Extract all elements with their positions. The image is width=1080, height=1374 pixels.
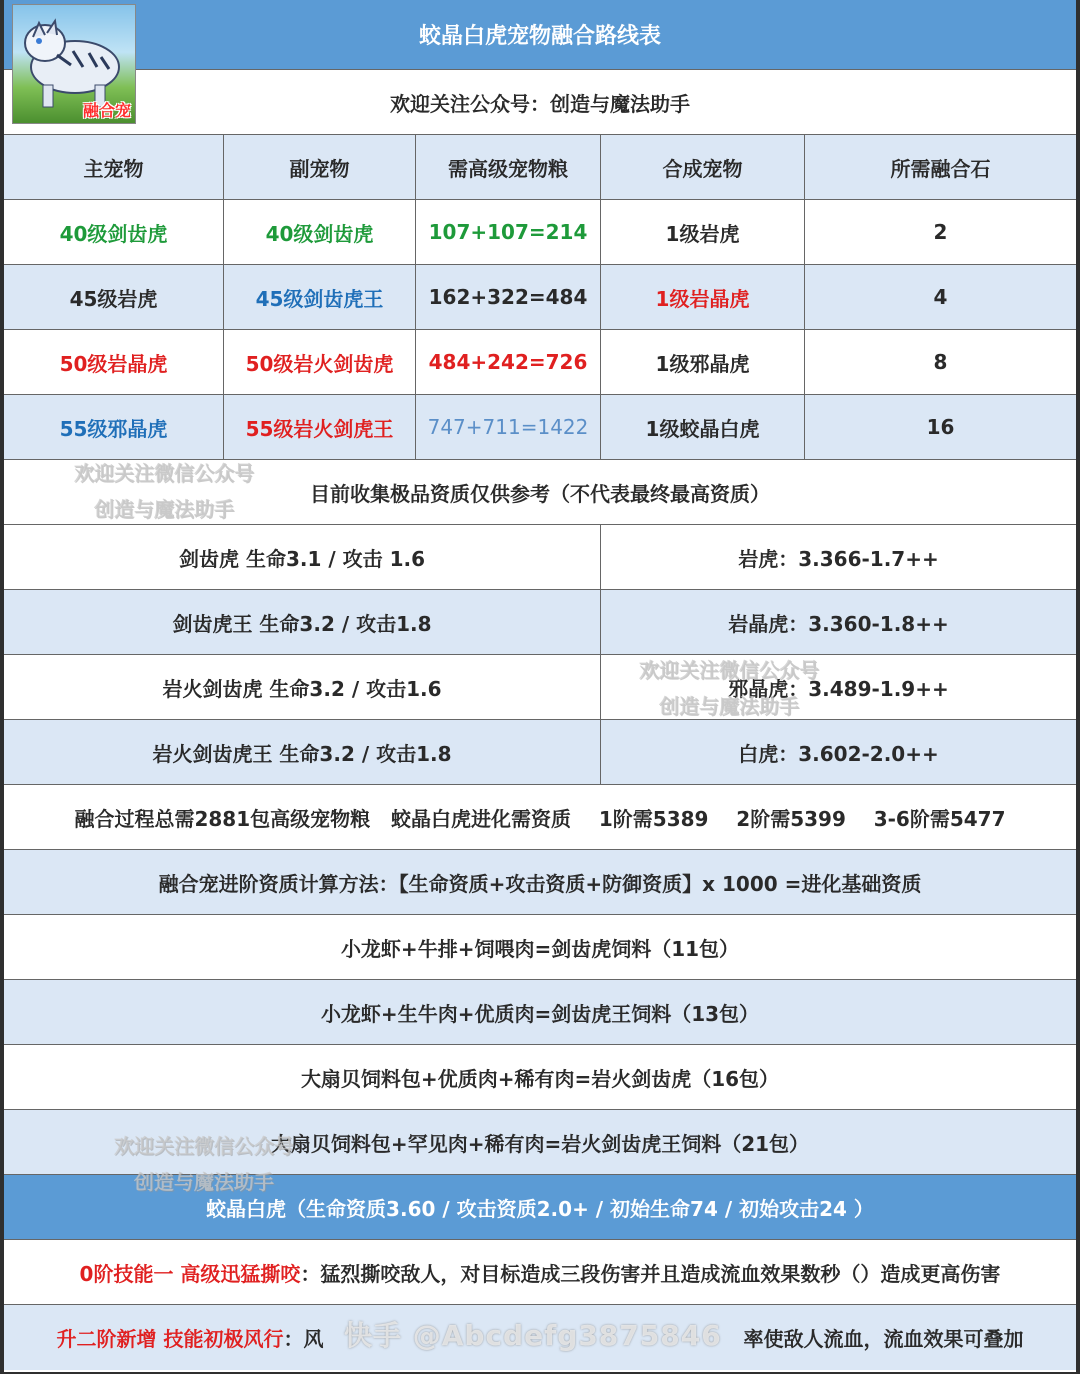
result-pet-cell: 1级邪晶虎: [601, 330, 805, 394]
base-pet-quality: 剑齿虎王 生命3.2 / 攻击1.8: [4, 590, 601, 654]
table-row: [4, 330, 1076, 395]
main-pet-cell: 50级岩晶虎: [4, 330, 224, 394]
logo-label: 融合宠: [82, 101, 131, 120]
final-pet-banner-row: [4, 1175, 1076, 1240]
result-pet-cell: 1级岩虎: [601, 200, 805, 264]
recipe-row: [4, 915, 1076, 980]
quality-row: [4, 590, 1076, 655]
base-pet-quality: 岩火剑齿虎 生命3.2 / 攻击1.6: [4, 655, 601, 719]
skill-two-description-tail: 率使敌人流血，流血效果可叠加: [743, 1327, 1024, 1351]
feed-cell: 484+242=726: [416, 330, 601, 394]
feed-cell: 747+711=1422: [416, 395, 601, 459]
page-title: 蛟晶白虎宠物融合路线表: [418, 24, 661, 49]
skill-row: [4, 1240, 1076, 1305]
skill-one: [4, 1240, 1076, 1304]
main-pet-cell: 55级邪晶虎: [4, 395, 224, 459]
feed-cell: 107+107=214: [416, 200, 601, 264]
table-header-row: [4, 135, 1076, 200]
result-pet-cell: 1级岩晶虎: [601, 265, 805, 329]
recipe: 小龙虾+牛排+饲喂肉=剑齿虎饲料（11包）: [340, 936, 740, 961]
stones-cell: 8: [933, 350, 948, 374]
quality-note-row: [4, 460, 1076, 525]
fused-pet-quality: 邪晶虎：3.489-1.9++: [728, 676, 949, 701]
base-pet-quality: 剑齿虎 生命3.1 / 攻击 1.6: [4, 525, 601, 589]
sub-pet-cell: 55级岩火剑虎王: [224, 395, 416, 459]
column-header-main-pet: 主宠物: [4, 135, 224, 199]
final-pet-banner: 蛟晶白虎（生命资质3.60 / 攻击资质2.0+ / 初始生命74 / 初始攻击24 ）: [206, 1196, 874, 1221]
column-header-result-pet: 合成宠物: [601, 135, 805, 199]
column-header-stones: 所需融合石: [890, 156, 991, 181]
fused-pet-quality: 岩晶虎：3.360-1.8++: [728, 611, 949, 636]
skill-one-name: 0阶技能一 高级迅猛撕咬: [79, 1261, 301, 1286]
watermark: 欢迎关注微信公众号 创造与魔法助手: [639, 658, 819, 718]
stones-cell: 4: [933, 285, 948, 309]
recipe-row: [4, 980, 1076, 1045]
stones-cell: 16: [926, 415, 955, 439]
sub-pet-cell: 50级岩火剑齿虎: [224, 330, 416, 394]
quality-row: [4, 525, 1076, 590]
quality-note: 目前收集极品资质仅供参考（不代表最终最高资质）: [310, 481, 770, 506]
recipe-row: [4, 1045, 1076, 1110]
sub-pet-cell: 45级剑齿虎王: [224, 265, 416, 329]
sub-pet-cell: 40级剑齿虎: [224, 200, 416, 264]
total-feed-row: [4, 785, 1076, 850]
recipe: 大扇贝饲料包+罕见肉+稀有肉=岩火剑齿虎王饲料（21包）: [270, 1131, 810, 1156]
base-pet-quality: 岩火剑齿虎王 生命3.2 / 攻击1.8: [4, 720, 601, 784]
stones-cell: 2: [933, 220, 948, 244]
recipe-row: [4, 1110, 1076, 1175]
table-row: [4, 200, 1076, 265]
skill-two-description: ：风: [283, 1327, 324, 1351]
subtitle: 欢迎关注公众号：创造与魔法助手: [390, 91, 690, 116]
watermark: 欢迎关注微信公众号 创造与魔法助手: [74, 461, 254, 521]
watermark: 欢迎关注微信公众号 创造与魔法助手: [114, 1134, 294, 1194]
quality-row: [4, 720, 1076, 785]
total-feed-info: 融合过程总需2881包高级宠物粮 蛟晶白虎进化需资质 1阶需5389 2阶需5399 3-6阶需5477: [74, 806, 1006, 831]
recipe: 大扇贝饲料包+优质肉+稀有肉=岩火剑齿虎（16包）: [300, 1066, 780, 1091]
fused-pet-quality: 白虎：3.602-2.0++: [738, 741, 939, 766]
main-pet-cell: 45级岩虎: [4, 265, 224, 329]
column-header-feed: 需高级宠物粮: [416, 135, 601, 199]
skill-one-description: ：猛烈撕咬敌人，对目标造成三段伤害并且造成流血效果数秒（）造成更高伤害: [300, 1261, 1001, 1286]
title-row: [4, 0, 1076, 70]
table-row: [4, 395, 1076, 460]
column-header-sub-pet: 副宠物: [224, 135, 416, 199]
platform-watermark: 快手 @Abcdefg3875846: [344, 1319, 722, 1352]
formula-row: [4, 850, 1076, 915]
recipe: 小龙虾+生牛肉+优质肉=剑齿虎王饲料（13包）: [320, 1001, 760, 1026]
pet-logo-image: [12, 4, 136, 124]
subtitle-row: [4, 70, 1076, 135]
quality-row: [4, 655, 1076, 720]
quality-formula: 融合宠进阶资质计算方法：【生命资质+攻击资质+防御资质】x 1000 =进化基础资质: [158, 871, 922, 896]
skill-two-name: 升二阶新增 技能初极风行: [56, 1327, 284, 1351]
fused-pet-quality: 岩虎：3.366-1.7++: [738, 546, 939, 571]
result-pet-cell: 1级蛟晶白虎: [601, 395, 805, 459]
table-row: [4, 265, 1076, 330]
feed-cell: 162+322=484: [416, 265, 601, 329]
main-pet-cell: 40级剑齿虎: [4, 200, 224, 264]
